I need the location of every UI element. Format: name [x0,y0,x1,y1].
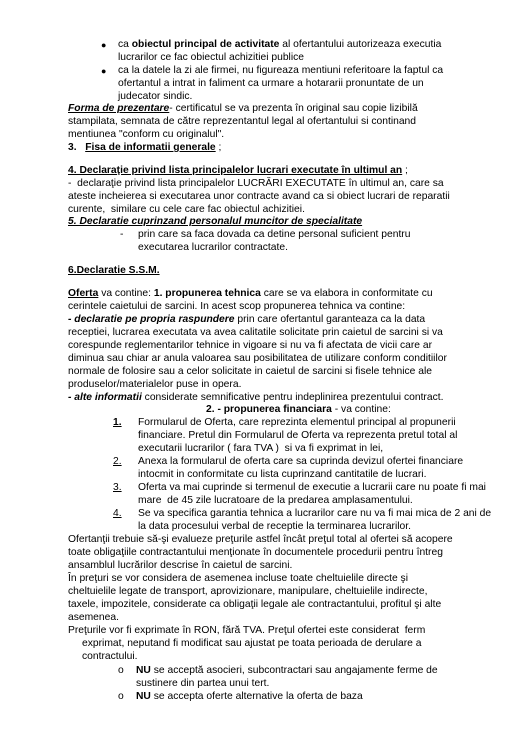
para3-l3: contractului. [82,651,138,662]
fisa-informatii: 3. Fisa de informatii generale ; [68,142,222,153]
bullet-icon: ● [101,40,107,50]
financiara-item-4-l2: la data procesului verbal de receptie la terminarea lucrarilor. [138,521,412,532]
bullet-item-faliment-l3: judecator sindic. [118,91,193,102]
nu-item-1: NU se acceptă asocieri, subcontractari sau angajamente ferme de [136,665,438,676]
bullet-item-faliment: ca la datele la zi ale firmei, nu figureaza mentiuni referitoare la faptul ca [118,65,444,76]
oferta-l2: cerintele caietului de sarcini. In acest scop propunerea tehnica va contine: [68,301,406,312]
financiara-item-2-l1: Anexa la formularul de oferta care sa cuprinda devizul ofertei financiare [138,456,464,467]
oferta-intro: Oferta va contine: 1. propunerea tehnica care se va elabora in conformitate cu [68,288,433,299]
declaratie-4-l2: ateste incheierea si executarea unor contracte avand ca si obiect lucrari de reparatii [68,191,450,202]
declaratie-6-title: 6.Declaratie S.S.M. [68,265,160,276]
nu-item-1-l2: sustinere din partea unui tert. [136,678,270,689]
para2-l3: taxele, impozitele, considerate ca obligaţii legale ale contractantului, profitul şi alte [68,599,442,610]
para2-l4: asemenea. [68,612,119,623]
declaratie-4-l1: - declaraţie privind lista principalelor LUCRĂRI EXECUTATE în ultimul an, care sa [68,178,444,189]
declaratie-5-l1: prin care sa faca dovada ca detine personal suficient pentru [138,229,411,240]
financiara-item-1-l2: financiare. Pretul din Formularul de Oferta va reprezenta pretul total al [138,430,458,441]
financiara-item-3: 3. [113,482,122,493]
para2-l2: cheltuielile legate de transport, aprovizionare, manipulare, cheltuielile indirecte, [68,586,428,597]
para3-l2: exprimat, neputand fi modificat sau ajustat pe toata perioada de derulare a [82,638,422,649]
oferta-alte-informatii: - alte informatii considerate semnificative pentru indeplinirea prezentului contract. [68,392,444,403]
declaratie-4-l3: curente, similare cu cele care fac obiectul achizitiei. [68,204,305,215]
para3-l1: Preţurile vor fi exprimate în RON, fără TVA. Preţul ofertei este considerat ferm [68,625,426,636]
financiara-item-3-l2: mare de 45 zile lucratoare de la predarea amplasamentului. [138,495,413,506]
forma-l3: mentiunea "conform cu originalul". [68,129,225,140]
oferta-decl-l5: normale de folosire sau a celor solicitate in caietul de sarcini si fisele tehnice ale [68,366,433,377]
bullet-item-faliment-l2: ofertantul a intrat in faliment ca urmare a hotararii pronuntate de un [118,78,424,89]
oferta-decl-l2: receptiei, lucrarea executata va avea calitatile solicitate prin caietul de sarcini si va [68,327,443,338]
para1-l1: Ofertanţii trebuie să-şi evalueze preţurile astfel încât preţul total al ofertei să acopere [68,534,453,545]
forma-prezentare: Forma de prezentare- certificatul se va prezenta în original sau copie lizibilă [68,103,418,114]
circle-bullet-icon: o [118,665,124,676]
bullet-item-activity: ca obiectul principal de activitate al ofertantului autorizeaza executia [118,39,442,50]
declaratie-5-l2: executarea lucrarilor contractate. [138,242,288,253]
financiara-item-3-l1: Oferta va mai cuprinde si termenul de executie a lucrarii care nu poate fi mai [138,482,486,493]
oferta-decl-l3: corespunde reglementarilor tehnice in vigoare si nu va fi afectata de vicii care ar [68,340,433,351]
financiara-item-4-l1: Se va specifica garantia tehnica a lucrarilor care nu va fi mai mica de 2 ani de [138,508,492,519]
financiara-item-2-l2: intocmit in conformitate cu lista cuprinzand cantitatile de lucrari. [138,469,427,480]
bullet-icon: ● [101,66,107,76]
para1-l2: toate obligaţiile contractantului menţionate în documentele procedurii pentru întreg [68,547,443,558]
oferta-declaratie: - declaratie pe propria raspundere prin care ofertantul garanteaza ca la data [68,314,426,325]
nu-item-2: NU se accepta oferte alternative la oferta de baza [136,691,363,702]
oferta-decl-l6: produselor/materialelor puse in opera. [68,379,242,390]
bullet-item-activity-cont: lucrarilor ce fac obiectul achizitiei publice [118,52,305,63]
forma-l2: stampilata, semnata de către reprezentantul legal al ofertantului si continand [68,116,417,127]
financiara-heading: 2. - propunerea financiara - va contine: [206,404,391,415]
financiara-item-1-l1: Formularul de Oferta, care reprezinta elementul principal al propunerii [138,417,456,428]
financiara-item-1: 1. [113,417,122,428]
financiara-item-2: 2. [113,456,122,467]
oferta-decl-l4: diminua sau chiar ar anula valoarea sau posibilitatea de utilizare conform conditiilor [68,353,447,364]
circle-bullet-icon: o [118,691,124,702]
para1-l3: ansamblul lucrărilor descrise în caietul de sarcini. [68,560,293,571]
para2-l1: În preţuri se vor considera de asemenea incluse toate cheltuielile directe şi [68,573,408,584]
dash-icon: - [120,229,124,240]
financiara-item-1-l3: executarii lucrarilor ( fara TVA ) si va fi exprimat in lei, [138,443,384,454]
financiara-item-4: 4. [113,508,122,519]
declaratie-5-title: 5. Declaratie cuprinzand personalul muncitor de specialitate [68,216,363,227]
declaratie-4-title: 4. Declaraţie privind lista principalelor lucrari executate în ultimul an ; [68,165,408,176]
